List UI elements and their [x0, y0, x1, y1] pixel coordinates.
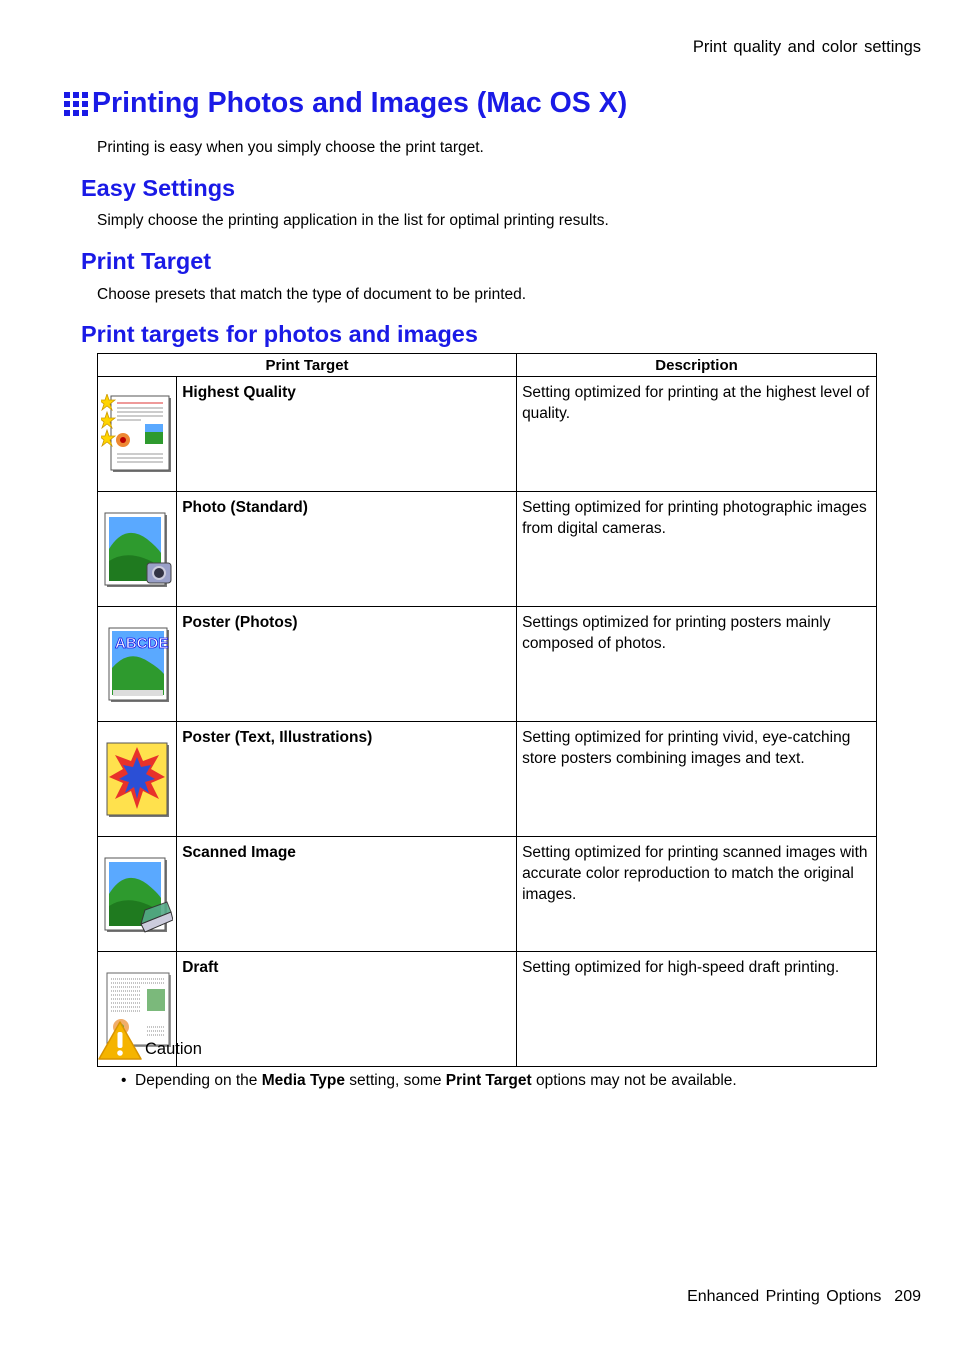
table-row — [98, 377, 877, 492]
table-row — [98, 722, 877, 837]
bullet-text-mid: setting, some — [345, 1072, 446, 1089]
column-header-description: Description — [517, 354, 877, 377]
easy-settings-text: Simply choose the printing application in the list for optimal printing results. — [97, 212, 609, 229]
print-target-description: Setting optimized for printing at the highest level of quality. — [517, 377, 877, 492]
print-target-heading: Print Target — [81, 248, 212, 274]
scanned-image-icon — [101, 854, 173, 934]
print-target-name: Poster (Text, Illustrations) — [177, 722, 517, 837]
page-title-text: Printing Photos and Images (Mac OS X) — [92, 87, 628, 119]
print-target-name: Scanned Image — [177, 837, 517, 952]
print-target-name: Poster (Photos) — [177, 607, 517, 722]
print-target-description: Setting optimized for high-speed draft printing. — [517, 952, 877, 1067]
warning-icon — [98, 1021, 142, 1061]
bullet-print-target: Print Target — [445, 1072, 532, 1089]
caution-header — [98, 1021, 202, 1061]
bullet-media-type: Media Type — [261, 1072, 345, 1089]
table-row — [98, 492, 877, 607]
print-target-description: Setting optimized for printing vivid, eye-catching store posters combining images and text. — [517, 722, 877, 837]
page-number: 209 — [894, 1288, 921, 1305]
poster-photos-icon — [101, 624, 173, 704]
grid-icon — [64, 92, 88, 116]
icon-cell — [98, 837, 177, 952]
intro-text: Printing is easy when you simply choose the print target. — [97, 139, 484, 156]
photo-standard-icon — [101, 509, 173, 589]
bullet-marker: • — [121, 1072, 136, 1089]
poster-text-icon — [101, 739, 173, 819]
print-target-name: Highest Quality — [177, 377, 517, 492]
highest-quality-icon — [101, 394, 173, 474]
print-targets-photos-heading: Print targets for photos and images — [81, 321, 478, 347]
easy-settings-heading: Easy Settings — [81, 175, 236, 201]
icon-cell — [98, 722, 177, 837]
bullet-text-prefix: Depending on the — [135, 1072, 262, 1089]
table-row — [98, 607, 877, 722]
caution-bullet — [121, 1072, 737, 1090]
icon-cell — [98, 492, 177, 607]
print-target-description: Setting optimized for printing photographic images from digital cameras. — [517, 492, 877, 607]
print-target-name: Photo (Standard) — [177, 492, 517, 607]
icon-cell — [98, 607, 177, 722]
footer-section: Enhanced Printing Options — [687, 1288, 882, 1305]
svg-text:ABCDE: ABCDE — [115, 635, 169, 652]
icon-cell — [98, 377, 177, 492]
column-header-print-target: Print Target — [98, 354, 517, 377]
print-target-text: Choose presets that match the type of document to be printed. — [97, 286, 527, 303]
running-header: Print quality and color settings — [692, 38, 921, 56]
bullet-text-suffix: options may not be available. — [531, 1072, 737, 1089]
table-row — [98, 952, 877, 1067]
print-target-name: Draft — [177, 952, 517, 1067]
print-target-description: Settings optimized for printing posters mainly composed of photos. — [517, 607, 877, 722]
print-targets-table — [97, 353, 877, 1067]
table-row — [98, 837, 877, 952]
print-target-description: Setting optimized for printing scanned images with accurate color reproduction to match the original images. — [517, 837, 877, 952]
page-footer — [687, 1288, 921, 1306]
page-title — [64, 87, 627, 120]
caution-label: Caution — [145, 1040, 202, 1058]
table-header-row — [98, 354, 877, 377]
